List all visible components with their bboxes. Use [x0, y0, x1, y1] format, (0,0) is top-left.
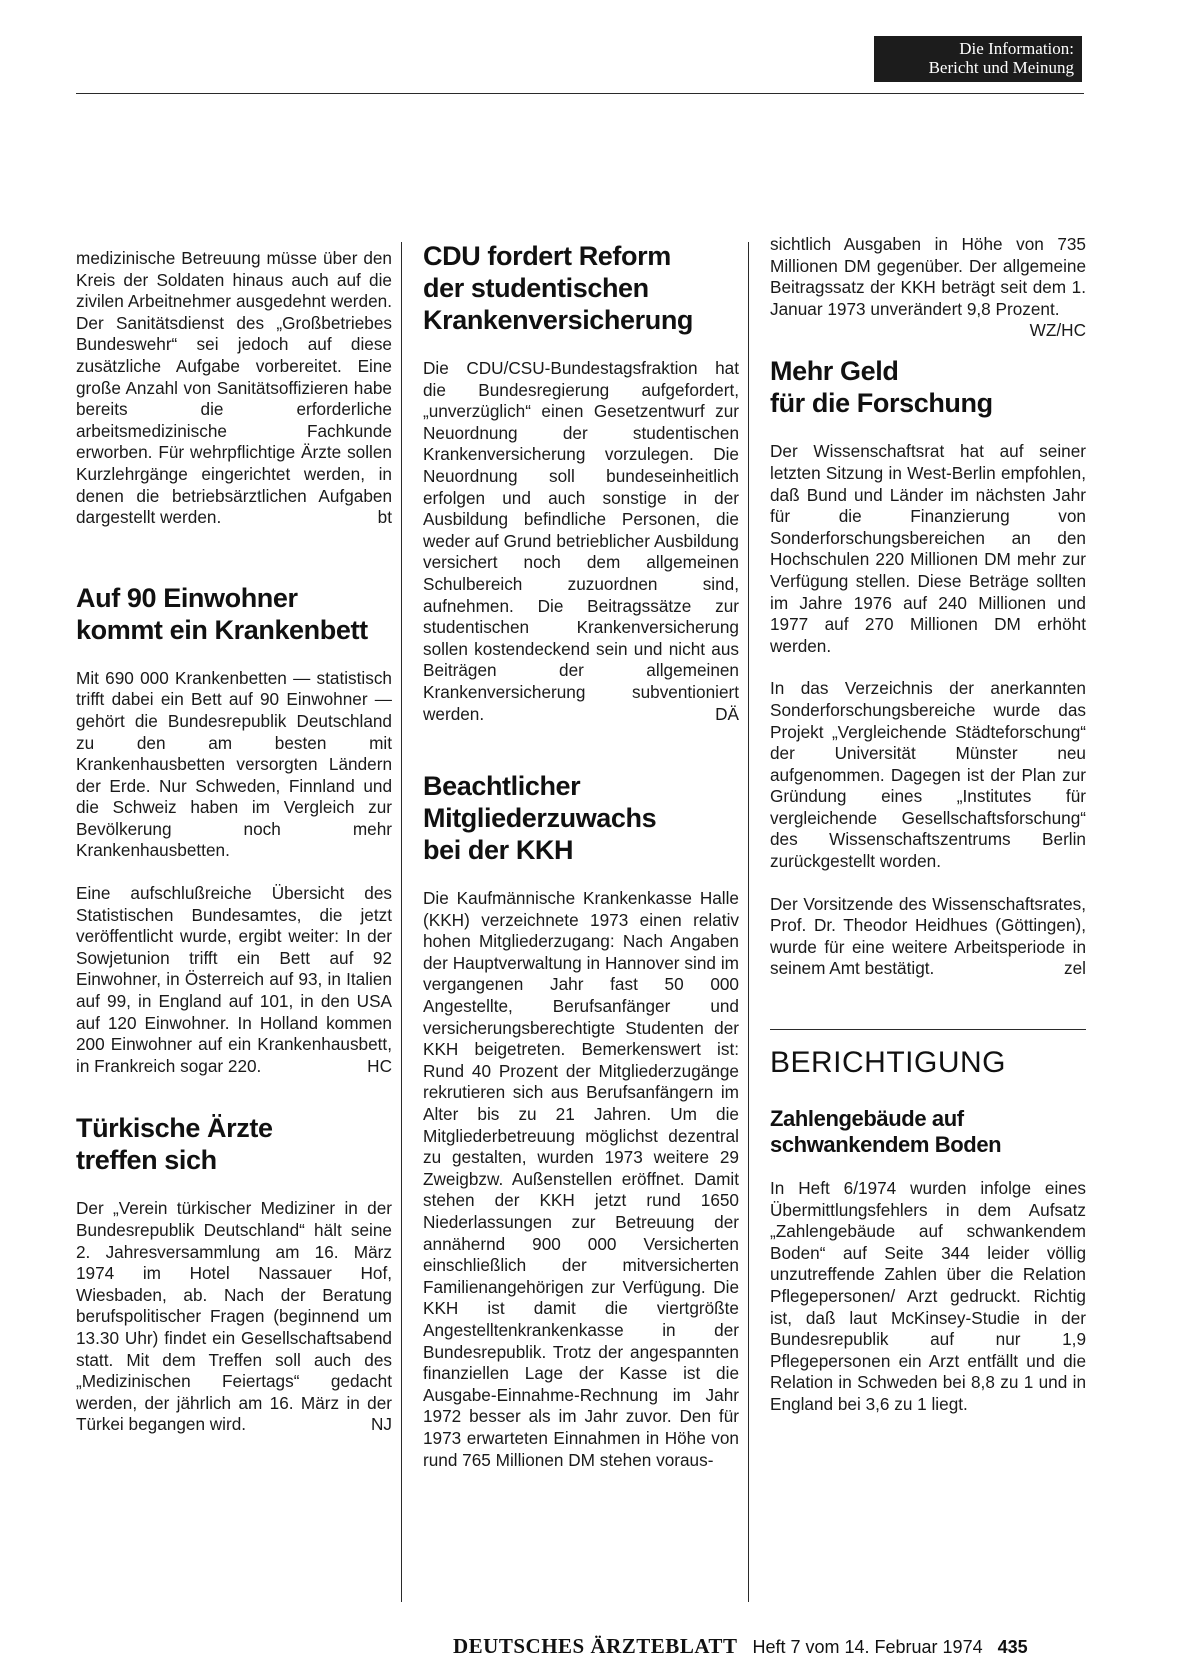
- article-paragraph: In das Verzeichnis der anerkannten Sonderforschungsbereiche wurde das Projekt „Vergleichende Städteforschung“ der Universität Münster neu aufgenommen. Dagegen ist der Plan zur Gründung eines „Institutes für vergleichende Gesellschaftsforschung“ des Wissenschaftszentrums Berlin zurückgestellt worden.: [770, 678, 1086, 872]
- author-signature: DÄ: [715, 703, 739, 724]
- page-number: 435: [997, 1637, 1028, 1657]
- column-divider: [401, 242, 402, 1602]
- article-paragraph: Mit 690 000 Krankenbetten — statistisch trifft dabei ein Bett auf 90 Einwohner — gehört die Bundesrepublik Deutschland zu den am besten mit Krankenhausbetten versorgten Ländern der Erde. Nur Schweden, Finnland und die Schweiz haben im Vergleich zur Bevölkerung noch mehr Krankenhausbetten.: [76, 667, 392, 861]
- article-paragraph: [423, 358, 739, 725]
- article-headline: Zahlengebäude auf schwankendem Boden: [770, 1106, 1002, 1158]
- article-paragraph: [770, 894, 1086, 980]
- section-label: BERICHTIGUNG: [770, 1046, 1007, 1080]
- author-signature: HC: [367, 1055, 392, 1076]
- issue-info: Heft 7 vom 14. Februar 1974: [752, 1637, 983, 1657]
- author-signature: zel: [1064, 958, 1086, 979]
- article-paragraph: [770, 234, 1086, 341]
- article-paragraph: [76, 1198, 392, 1436]
- badge-line-1: Die Information:: [959, 39, 1074, 58]
- article-headline: Auf 90 Einwohner kommt ein Krankenbett: [76, 582, 368, 645]
- article-headline: Mehr Geld für die Forschung: [770, 356, 993, 419]
- paragraph-text: Die CDU/CSU-Bundestagsfraktion hat die Bundesregierung aufgefordert, „unverzüglich“ einen Gesetzentwurf zur Neuordnung der studentischen Krankenversicherung vorzulegen. Die Neuordnung soll bundeseinheitlich erfolgen und auch sonstige in der Ausbildung befindliche Personen, die weder auf Grund betrieblicher Ausbildung versichert noch dem allgemeinen Schulbereich zuzuordnen sind, aufnehmen. Die Beitragssätze zur studentischen Krankenversicherung sollen kostendeckend sein und nicht aus Beiträgen der allgemeinen Krankenversicherung subventioniert werden.: [423, 358, 739, 724]
- article-paragraph: [76, 883, 392, 1077]
- article-headline: Beachtlicher Mitgliederzuwachs bei der KKH: [423, 771, 657, 866]
- header-rule: [76, 93, 1084, 94]
- author-signature: NJ: [370, 1414, 392, 1435]
- paragraph-text: Eine aufschlußreiche Übersicht des Statistischen Bundesamtes, die jetzt veröffentlicht wurde, ergibt weiter: In der Sowjetunion trifft ein Bett auf 92 Einwohner, in Österreich auf 93, in Italien auf 99, in England auf 101, in den USA auf 120 Einwohner. In Holland kommen 200 Einwohner auf ein Krankenhausbett, in Frankreich sogar 220.: [76, 883, 392, 1076]
- paragraph-text: medizinische Betreuung müsse über den Kreis der Soldaten hinaus auch auf die zivilen Arbeitnehmer ausgedehnt werden. Der Sanitätsdienst des „Großbetriebes Bundeswehr“ sei jedoch auf diese zusätzliche Aufgabe vorbereitet. Eine große Anzahl von Sanitätsoffizieren habe bereits die erforderliche arbeitsmedizinische Fachkunde erworben. Für wehrpflichtige Ärzte sollen Kurzlehrgänge eingerichtet werden, in denen die betriebsärztlichen Aufgaben dargestellt werden.: [76, 248, 392, 528]
- article-headline: Türkische Ärzte treffen sich: [76, 1113, 273, 1176]
- column-3: [770, 234, 1086, 1437]
- paragraph-text: Der „Verein türkischer Mediziner in der Bundesrepublik Deutschland“ hält seine 2. Jahresversammlung am 16. März 1974 im Hotel Nassauer Hof, Wiesbaden, ab. Nach der Beratung berufspolitischer Fragen (beginnend um 13.30 Uhr) findet ein Gesellschaftsabend statt. Mit dem Treffen soll auch des „Medizinischen Feiertags“ gedacht werden, der jährlich am 16. März in der Türkei begangen wird.: [76, 1198, 392, 1435]
- column-divider: [748, 242, 749, 1602]
- section-rule: [770, 1029, 1086, 1030]
- article-paragraph: [76, 248, 392, 529]
- section-badge: [874, 36, 1082, 82]
- column-2: [423, 240, 739, 1492]
- page-footer: [453, 1634, 1093, 1664]
- author-signature: WZ/HC: [1029, 320, 1086, 341]
- article-paragraph: Der Wissenschaftsrat hat auf seiner letzten Sitzung in West-Berlin empfohlen, daß Bund und Länder im nächsten Jahr für die Finanzierung von Sonderforschungsbereichen an den Hochschulen 220 Millionen DM mehr zur Verfügung stellen. Diese Beträge sollten im Jahre 1976 auf 240 Millionen und 1977 auf 270 Millionen DM erhöht werden.: [770, 441, 1086, 656]
- paragraph-text: Der Vorsitzende des Wissenschaftsrates, Prof. Dr. Theodor Heidhues (Göttingen), wurde für eine weitere Arbeitsperiode in seinem Amt bestätigt.: [770, 893, 1086, 979]
- column-1: [76, 248, 392, 1457]
- article-paragraph: In Heft 6/1974 wurden infolge eines Übermittlungsfehlers in dem Aufsatz „Zahlengebäude auf schwankendem Boden“ auf Seite 344 leider völlig unzutreffende Zahlen über die Relation Pflegepersonen/ Arzt gedruckt. Richtig ist, daß laut McKinsey-Studie in der Bundesrepublik auf nur 1,9 Pflegepersonen ein Arzt entfällt und die Relation in Schweden bei 8,8 zu 1 und in England bei 3,6 zu 1 liegt.: [770, 1178, 1086, 1414]
- paragraph-text: sichtlich Ausgaben in Höhe von 735 Millionen DM gegenüber. Der allgemeine Beitragssatz der KKH beträgt seit dem 1. Januar 1973 unverändert 9,8 Prozent.: [770, 234, 1086, 319]
- journal-title: DEUTSCHES ÄRZTEBLATT: [453, 1634, 738, 1658]
- article-headline: CDU fordert Reform der studentischen Krankenversicherung: [423, 241, 694, 335]
- badge-line-2: Bericht und Meinung: [928, 58, 1074, 77]
- article-paragraph: Die Kaufmännische Krankenkasse Halle (KKH) verzeichnete 1973 einen relativ hohen Mitgliederzugang: Nach Angaben der Hauptverwaltung in Hannover sind im vergangenen Jahr fast 50 000 Angestellte, Berufsanfänger und versicherungsberechtigte Studenten der KKH beigetreten. Bemerkenswert ist: Rund 40 Prozent der Mitgliederzugänge rekrutieren sich aus Berufsanfängern im Alter bis zu 21 Jahren. Um die Mitgliederbetreuung möglichst dezentral zu gestalten, wurden 1973 weitere 29 Zweigbzw. Außenstellen eröffnet. Damit stehen der KKH jetzt rund 1650 Niederlassungen zur Betreuung der annähernd 900 000 Versicherten einschließlich der mitversicherten Familienangehörigen zur Verfügung. Die KKH ist damit die viertgrößte Angestelltenkrankenkasse in der Bundesrepublik. Trotz der angespannten finanziellen Lage der Kasse ist die Ausgabe-Einnahme-Rechnung im Jahr 1972 besser als im Jahr zuvor. Den für 1973 erwarteten Einnahmen in Höhe von rund 765 Millionen DM stehen voraus-: [423, 888, 739, 1470]
- author-signature: bt: [377, 507, 392, 528]
